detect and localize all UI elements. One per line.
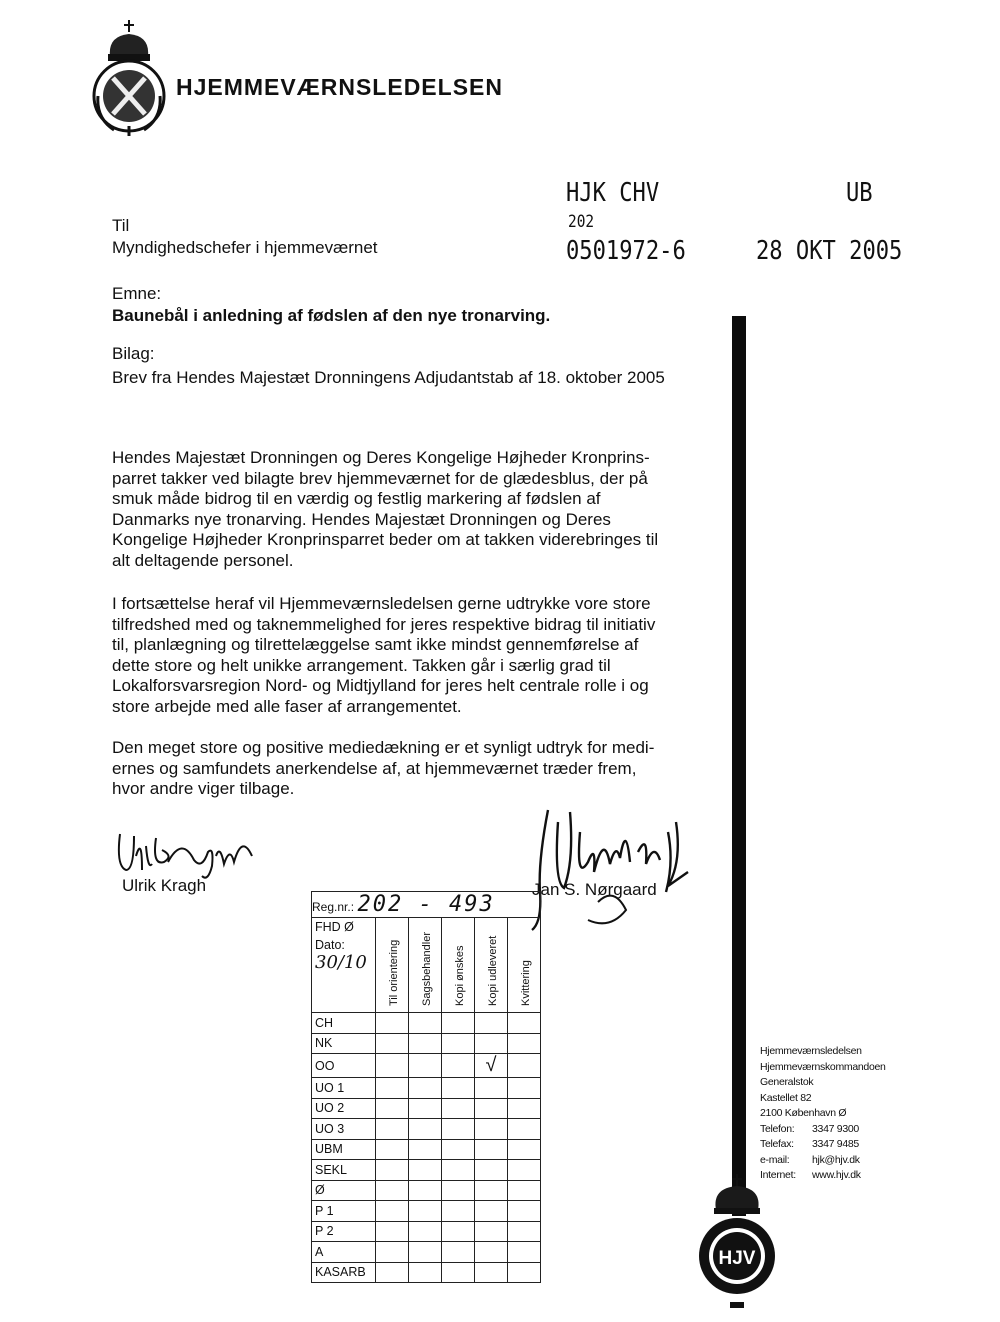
- routing-row-label: SEKL: [312, 1160, 376, 1181]
- signatory-right-name: Jan S. Nørgaard: [532, 880, 657, 899]
- address-line: Hjemmeværnskommandoen: [760, 1060, 886, 1073]
- routing-cell: [442, 1033, 475, 1054]
- column-header: Kopi udleveret: [475, 918, 508, 1013]
- routing-cell: [376, 1221, 409, 1242]
- routing-cell: [409, 1098, 442, 1119]
- organization-title: HJEMMEVÆRNSLEDELSEN: [176, 74, 503, 100]
- routing-row-label: UBM: [312, 1139, 376, 1160]
- routing-cell: [475, 1033, 508, 1054]
- routing-cell: [409, 1262, 442, 1283]
- routing-cell: [409, 1033, 442, 1054]
- address-line: Hjemmeværnsledelsen: [760, 1045, 862, 1057]
- routing-row: [312, 1013, 541, 1034]
- hjv-crowned-wreath-emblem-icon: [694, 1172, 780, 1314]
- routing-row: [312, 1119, 541, 1140]
- address-line: Generalstok: [760, 1076, 814, 1088]
- date-value: 30/10: [315, 952, 367, 973]
- routing-cell: [376, 1013, 409, 1034]
- routing-cell: [376, 1078, 409, 1099]
- routing-cell: [475, 1201, 508, 1222]
- routing-cell: [409, 1054, 442, 1078]
- fhd-date-cell: [312, 918, 376, 1013]
- routing-cell: [442, 1078, 475, 1099]
- body-paragraph: I fortsættelse heraf vil Hjemmeværnsledelsen gerne udtrykke vore store tilfredshed med og taknemmelighed for jeres respektive bidrag til initiativ til, planlægning og tilrettelæggelse samt ikke mindst gennemførelse af dette store og helt unikke arrangement. Takken går i særlig grad til Lokalforsvarsregion Nord- og Midtjylland for jeres helt centrale rolle i og store arbejde med alle faser af arrangementet.: [112, 594, 656, 716]
- routing-row: [312, 1098, 541, 1119]
- routing-cell: [376, 1139, 409, 1160]
- routing-row-label: UO 2: [312, 1098, 376, 1119]
- routing-cell: [508, 1242, 541, 1263]
- routing-row-label: Ø: [312, 1180, 376, 1201]
- routing-cell: [475, 1180, 508, 1201]
- stamp-number: 202: [568, 212, 595, 232]
- routing-cell: [475, 1139, 508, 1160]
- body-paragraph: Hendes Majestæt Dronningen og Deres Kongelige Højheder Kronprins-parret takker ved bilagte brev hjemmeværnet for de glædesblus, der på smuk måde bidrog til en værdig og festlig markering af fødslen af Danmarks nye tronarving. Hendes Majestæt Dronningen og Deres Kongelige Højheder Kronprinsparret beder om at takken viderebringes til alt deltagende personel.: [112, 448, 659, 570]
- body-paragraph: Den meget store og positive mediedækning er et synligt udtryk for medi-ernes og samfundets anerkendelse af, at hjemmeværnet træder frem, hvor andre viger tilbage.: [112, 738, 655, 798]
- routing-cell: [442, 1054, 475, 1078]
- routing-cell: [409, 1078, 442, 1099]
- fhd-label: FHD Ø: [315, 920, 354, 934]
- reg-number-value: 202 - 493: [357, 892, 495, 917]
- signatory-left-name: Ulrik Kragh: [122, 876, 207, 895]
- routing-cell: [475, 1078, 508, 1099]
- telefax-row: Telefax: 3347 9485: [760, 1138, 859, 1150]
- routing-row: [312, 1139, 541, 1160]
- routing-row-label: OO: [312, 1054, 376, 1078]
- reg-number-cell: [312, 892, 541, 918]
- routing-cell: [442, 1119, 475, 1140]
- subject-label: Emne:: [112, 284, 162, 303]
- enclosure-value: Brev fra Hendes Majestæt Dronningens Adjudantstab af 18. oktober 2005: [112, 368, 665, 387]
- routing-slip-table: [311, 891, 541, 1283]
- routing-cell: [376, 1119, 409, 1140]
- routing-cell: [508, 1078, 541, 1099]
- routing-cell: [376, 1098, 409, 1119]
- routing-cell: [409, 1242, 442, 1263]
- column-header: Sagsbehandler: [409, 918, 442, 1013]
- routing-row-label: UO 1: [312, 1078, 376, 1099]
- routing-row: [312, 1160, 541, 1181]
- routing-row: [312, 1242, 541, 1263]
- routing-cell: [442, 1242, 475, 1263]
- stamp-office: HJK CHV: [566, 178, 660, 208]
- routing-cell: [508, 1201, 541, 1222]
- subject-value: Baunebål i anledning af fødslen af den nye tronarving.: [112, 306, 551, 325]
- routing-cell: [508, 1262, 541, 1283]
- routing-cell: [376, 1033, 409, 1054]
- to-value: Myndighedschefer i hjemmeværnet: [112, 238, 378, 257]
- routing-row: [312, 1201, 541, 1222]
- routing-cell: [508, 1160, 541, 1181]
- routing-cell: [475, 1160, 508, 1181]
- routing-cell: [409, 1160, 442, 1181]
- routing-cell: [508, 1119, 541, 1140]
- emblem-text: HJV: [718, 1248, 756, 1269]
- stamp-code: UB: [846, 178, 873, 208]
- date-label: Dato:: [315, 938, 345, 952]
- handwritten-signature-right: [518, 802, 698, 932]
- routing-cell: [442, 1262, 475, 1283]
- routing-cell: [442, 1013, 475, 1034]
- routing-cell: [376, 1160, 409, 1181]
- address-line: 2100 København Ø: [760, 1107, 847, 1119]
- routing-cell: [475, 1119, 508, 1140]
- routing-cell: [442, 1098, 475, 1119]
- routing-cell: [475, 1262, 508, 1283]
- routing-cell: [376, 1201, 409, 1222]
- routing-cell: [508, 1139, 541, 1160]
- routing-cell: [376, 1262, 409, 1283]
- routing-cell: [508, 1098, 541, 1119]
- routing-cell: [475, 1098, 508, 1119]
- check-mark-cell: √: [475, 1054, 508, 1078]
- routing-cell: [508, 1013, 541, 1034]
- routing-row-label: UO 3: [312, 1119, 376, 1140]
- telefon-row: Telefon: 3347 9300: [760, 1122, 859, 1135]
- routing-cell: [508, 1054, 541, 1078]
- routing-row: [312, 1262, 541, 1283]
- stamp-date: 28 OKT 2005: [756, 236, 903, 266]
- routing-cell: [409, 1180, 442, 1201]
- to-label: Til: [112, 216, 130, 235]
- routing-row-label: P 2: [312, 1221, 376, 1242]
- column-header: Til orientering: [376, 918, 409, 1013]
- enclosure-label: Bilag:: [112, 344, 155, 363]
- routing-cell: [442, 1139, 475, 1160]
- routing-cell: [376, 1242, 409, 1263]
- routing-cell: [409, 1221, 442, 1242]
- routing-row: [312, 1221, 541, 1242]
- routing-cell: [442, 1180, 475, 1201]
- routing-row: [312, 1078, 541, 1099]
- routing-row-label: CH: [312, 1013, 376, 1034]
- routing-cell: [442, 1201, 475, 1222]
- routing-row: [312, 1054, 541, 1078]
- reg-label: Reg.nr.:: [312, 900, 355, 914]
- column-header: Kvittering: [508, 918, 541, 1013]
- internet-row: Internet: www.hjv.dk: [760, 1169, 861, 1181]
- routing-cell: [409, 1013, 442, 1034]
- address-line: Kastellet 82: [760, 1091, 812, 1104]
- routing-cell: [442, 1160, 475, 1181]
- routing-cell: [508, 1033, 541, 1054]
- royal-crown-crest-icon: [88, 18, 170, 138]
- routing-cell: [442, 1221, 475, 1242]
- routing-row-label: KASARB: [312, 1262, 376, 1283]
- address-block: [760, 1044, 886, 1184]
- routing-rows: [312, 1013, 541, 1283]
- routing-cell: [475, 1221, 508, 1242]
- routing-cell: [409, 1201, 442, 1222]
- routing-cell: [376, 1180, 409, 1201]
- routing-cell: [508, 1180, 541, 1201]
- routing-row-label: NK: [312, 1033, 376, 1054]
- routing-cell: [475, 1242, 508, 1263]
- black-margin-bar: [732, 316, 746, 1216]
- routing-row-label: P 1: [312, 1201, 376, 1222]
- routing-cell: [508, 1221, 541, 1242]
- routing-row: [312, 1180, 541, 1201]
- routing-cell: [475, 1013, 508, 1034]
- routing-row: [312, 1033, 541, 1054]
- routing-row-label: A: [312, 1242, 376, 1263]
- column-header: Kopi ønskes: [442, 918, 475, 1013]
- routing-cell: [409, 1139, 442, 1160]
- routing-cell: [376, 1054, 409, 1078]
- routing-cell: [409, 1119, 442, 1140]
- email-row: e-mail: hjk@hjv.dk: [760, 1153, 860, 1166]
- stamp-reference: 0501972-6: [566, 236, 686, 266]
